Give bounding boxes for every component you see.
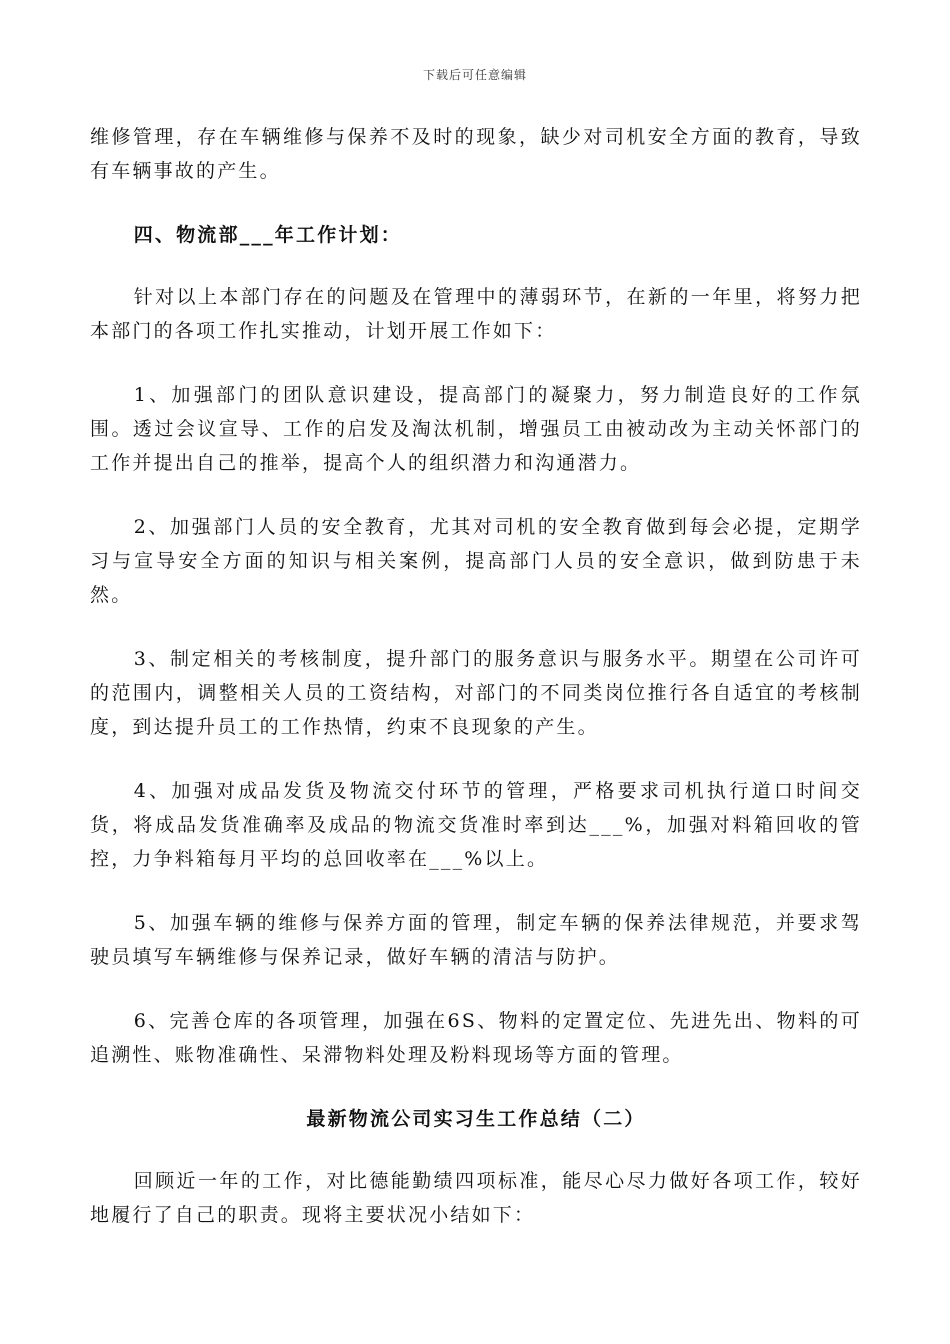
plan-item-6: 6、完善仓库的各项管理，加强在6S、物料的定置定位、先进先出、物料的可追溯性、账物准确性、呆滞物料处理及粉料现场等方面的管理。 bbox=[90, 1010, 862, 1066]
plan-item-1: 1、加强部门的团队意识建设，提高部门的凝聚力，努力制造良好的工作氛围。透过会议宣导、工作的启发及淘汰机制，增强员工由被动改为主动关怀部门的工作并提出自己的推举，提高个人的组织潜力和沟通潜力。 bbox=[90, 384, 862, 474]
paragraph-intro: 针对以上本部门存在的问题及在管理中的薄弱环节，在新的一年里，将努力把本部门的各项工作扎实推动，计划开展工作如下： bbox=[90, 286, 862, 342]
document-body bbox=[90, 120, 862, 1232]
paragraph-continuation: 维修管理，存在车辆维修与保养不及时的现象，缺少对司机安全方面的教育，导致有车辆事故的产生。 bbox=[90, 126, 862, 182]
plan-item-4: 4、加强对成品发货及物流交付环节的管理，严格要求司机执行道口时间交货，将成品发货准确率及成品的物流交货准时率到达___%，加强对料箱回收的管控，力争料箱每月平均的总回收率在___%以上。 bbox=[90, 780, 862, 870]
section-heading-work-plan: 四、物流部___年工作计划： bbox=[133, 224, 402, 246]
paragraph-summary-intro: 回顾近一年的工作，对比德能勤绩四项标准，能尽心尽力做好各项工作，较好地履行了自己的职责。现将主要状况小结如下： bbox=[90, 1170, 862, 1226]
section-title-summary-2: 最新物流公司实习生工作总结（二） bbox=[306, 1108, 646, 1130]
plan-item-2: 2、加强部门人员的安全教育，尤其对司机的安全教育做到每会必提，定期学习与宣导安全方面的知识与相关案例，提高部门人员的安全意识，做到防患于未然。 bbox=[90, 516, 862, 606]
header-note: 下载后可任意编辑 bbox=[422, 68, 527, 82]
plan-item-3: 3、制定相关的考核制度，提升部门的服务意识与服务水平。期望在公司许可的范围内，调整相关人员的工资结构，对部门的不同类岗位推行各自适宜的考核制度，到达提升员工的工作热情，约束不良现象的产生。 bbox=[90, 648, 862, 738]
plan-item-5: 5、加强车辆的维修与保养方面的管理，制定车辆的保养法律规范，并要求驾驶员填写车辆维修与保养记录，做好车辆的清洁与防护。 bbox=[90, 912, 862, 968]
